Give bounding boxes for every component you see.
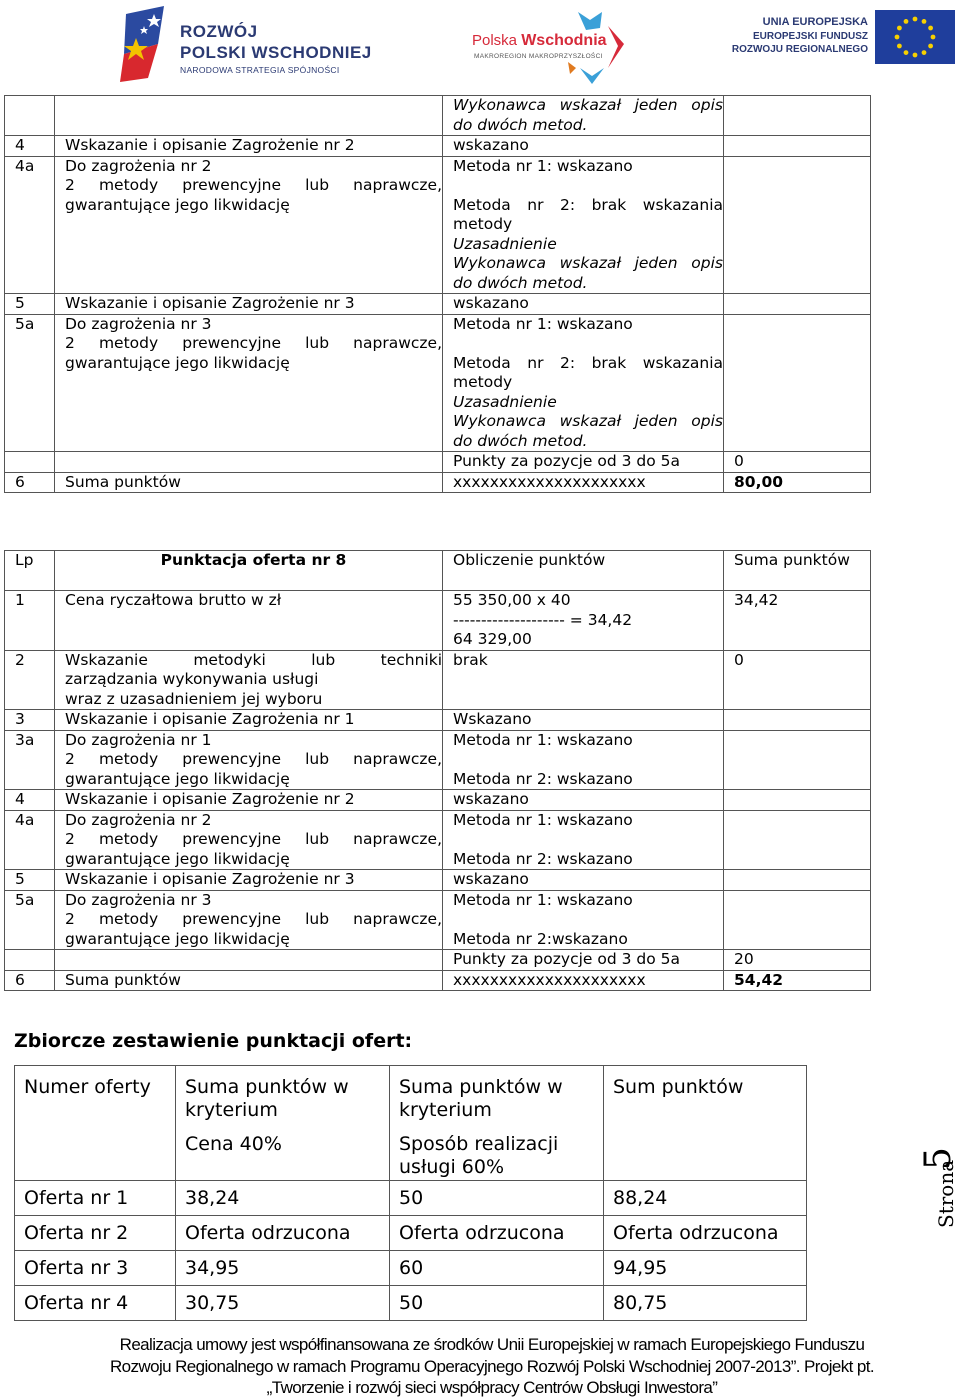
desc-cell: Wskazanie i opisanie Zagrożenie nr 3 xyxy=(55,294,443,315)
calc-cell: xxxxxxxxxxxxxxxxxxxxx xyxy=(443,472,724,493)
col-header-sum: Suma punktów xyxy=(724,551,871,591)
rozwoj-polski-wschodniej-logo xyxy=(118,4,378,82)
table-row xyxy=(5,890,871,950)
col-header-lp: Lp xyxy=(5,551,55,591)
summary-row: Oferta nr 4 30,75 50 80,75 xyxy=(15,1286,807,1321)
summary-header-row xyxy=(15,1066,807,1181)
header-logos xyxy=(0,0,960,92)
desc-cell: Suma punktów xyxy=(55,472,443,493)
calc-cell: Punkty za pozycje od 3 do 5a xyxy=(443,452,724,473)
calc-cell: Metoda nr 1: wskazano Metoda nr 2: wskazano xyxy=(443,810,724,870)
desc-cell: Suma punktów xyxy=(55,970,443,991)
table-row xyxy=(5,314,871,452)
table-row xyxy=(5,730,871,790)
desc-cell: Do zagrożenia nr 2 2 metody prewencyjne lub naprawcze, gwarantujące jego likwidację xyxy=(55,810,443,870)
lp-cell: 5a xyxy=(5,314,55,452)
footer-line3: „Tworzenie i rozwój sieci współpracy Centrów Obsługi Inwestora” xyxy=(266,1378,718,1397)
table-row xyxy=(5,591,871,651)
table-row xyxy=(5,156,871,294)
footer-line1: Realizacja umowy jest współfinansowana ze środków Unii Europejskiej w ramach Europejskiego Funduszu xyxy=(119,1335,865,1354)
col-header-title: Punktacja oferta nr 8 xyxy=(55,551,443,591)
ue-fund-line2: ROZWOJU REGIONALNEGO xyxy=(731,44,868,55)
desc-cell: Wskazanie i opisanie Zagrożenie nr 2 xyxy=(55,136,443,157)
sum-cell: 34,42 xyxy=(724,591,871,651)
unia-europejska-logo xyxy=(730,10,955,70)
table-row xyxy=(5,136,871,157)
table-row xyxy=(5,452,871,473)
summary-row: Oferta nr 2 Oferta odrzucona Oferta odrzucona Oferta odrzucona xyxy=(15,1216,807,1251)
rps-title-line1: ROZWÓJ xyxy=(180,22,258,41)
desc-cell: Wskazanie i opisanie Zagrożenie nr 2 xyxy=(55,790,443,811)
polska-wschodnia-subtitle: MAKROREGION MAKROPRZYSZŁOŚCI xyxy=(474,53,603,60)
lp-cell: 3 xyxy=(5,710,55,731)
ue-fund-line1: EUROPEJSKI FUNDUSZ xyxy=(752,31,868,42)
page-number: 5 xyxy=(918,1147,959,1170)
sum-cell: 80,00 xyxy=(724,472,871,493)
page-label: Strona xyxy=(934,1159,958,1228)
calc-cell: 55 350,00 x 40 -------------------- = 34,42 64 329,00 xyxy=(443,591,724,651)
ue-title: UNIA EUROPEJSKA xyxy=(762,16,868,28)
summary-row: Oferta nr 1 38,24 50 88,24 xyxy=(15,1181,807,1216)
lp-cell: 5a xyxy=(5,890,55,950)
offer-8-scoring-table xyxy=(4,550,871,991)
footer-note xyxy=(0,1334,960,1399)
pw-word-wschodnia: Wschodnia xyxy=(521,32,607,49)
sum-cell: 0 xyxy=(724,650,871,710)
offer-scoring-table-continued xyxy=(4,95,871,493)
summary-col-price: Suma punktów w kryterium Cena 40% xyxy=(176,1066,390,1181)
desc-cell: Do zagrożenia nr 2 2 metody prewencyjne lub naprawcze, gwarantujące jego likwidację xyxy=(55,156,443,294)
table-row xyxy=(5,790,871,811)
table-row xyxy=(5,650,871,710)
page-number-marker xyxy=(918,1130,960,1230)
calc-cell: wskazano xyxy=(443,790,724,811)
desc-cell: Do zagrożenia nr 3 2 metody prewencyjne lub naprawcze, gwarantujące jego likwidację xyxy=(55,890,443,950)
lp-cell: 4 xyxy=(5,790,55,811)
sum-cell: 54,42 xyxy=(724,970,871,991)
calc-cell: wskazano xyxy=(443,294,724,315)
polska-wschodnia-title xyxy=(472,32,607,50)
calc-cell: brak xyxy=(443,650,724,710)
desc-cell: Wskazanie i opisanie Zagrożenia nr 1 xyxy=(55,710,443,731)
summary-col-total: Sum punktów xyxy=(604,1066,807,1181)
lp-cell: 6 xyxy=(5,970,55,991)
summary-table xyxy=(14,1065,807,1321)
summary-col-method: Suma punktów w kryterium Sposób realizacji usługi 60% xyxy=(390,1066,604,1181)
table-row xyxy=(5,472,871,493)
sum-cell: 0 xyxy=(724,452,871,473)
desc-cell: Do zagrożenia nr 3 2 metody prewencyjne lub naprawcze, gwarantujące jego likwidację xyxy=(55,314,443,452)
rps-title-line2: POLSKI WSCHODNIEJ xyxy=(180,43,372,62)
lp-cell: 6 xyxy=(5,472,55,493)
lp-cell: 2 xyxy=(5,650,55,710)
col-header-calc: Obliczenie punktów xyxy=(443,551,724,591)
rps-emblem-icon xyxy=(118,4,178,82)
lp-cell: 4 xyxy=(5,136,55,157)
table-row xyxy=(5,970,871,991)
summary-col-offer: Numer oferty xyxy=(15,1066,176,1181)
summary-row: Oferta nr 3 34,95 60 94,95 xyxy=(15,1251,807,1286)
calc-cell: Punkty za pozycje od 3 do 5a xyxy=(443,950,724,971)
table-header-row xyxy=(5,551,871,591)
calc-cell: xxxxxxxxxxxxxxxxxxxxx xyxy=(443,970,724,991)
pw-word-polska: Polska xyxy=(472,32,518,49)
sum-cell: 20 xyxy=(724,950,871,971)
calc-cell: Metoda nr 1: wskazano Metoda nr 2:wskazano xyxy=(443,890,724,950)
table-row xyxy=(5,950,871,971)
footer-line2: Rozwoju Regionalnego w ramach Programu Operacyjnego Rozwój Polski Wschodniej 2007-2013”. Projekt pt. xyxy=(110,1356,874,1376)
desc-cell: Cena ryczałtowa brutto w zł xyxy=(55,591,443,651)
table-row xyxy=(5,870,871,891)
desc-cell: Wskazanie metodyki lub techniki zarządzania wykonywania usługi wraz z uzasadnieniem jej wyboru xyxy=(55,650,443,710)
lp-cell: 4a xyxy=(5,156,55,294)
desc-cell: Do zagrożenia nr 1 2 metody prewencyjne lub naprawcze, gwarantujące jego likwidację xyxy=(55,730,443,790)
eu-flag-icon xyxy=(875,10,955,64)
lp-cell: 1 xyxy=(5,591,55,651)
summary-heading: Zbiorcze zestawienie punktacji ofert: xyxy=(14,1030,413,1052)
rps-subtitle: NARODOWA STRATEGIA SPÓJNOŚCI xyxy=(180,65,340,75)
calc-cell: wskazano xyxy=(443,136,724,157)
table-row xyxy=(5,710,871,731)
calc-cell: Metoda nr 1: wskazano Metoda nr 2: brak wskazania metody Uzasadnienie Wykonawca wskazał jeden opis do dwóch metod. xyxy=(443,156,724,294)
table-row xyxy=(5,294,871,315)
polska-wschodnia-logo xyxy=(468,6,638,86)
lp-cell: 5 xyxy=(5,294,55,315)
lp-cell: 3a xyxy=(5,730,55,790)
lp-cell: 5 xyxy=(5,870,55,891)
lp-cell: 4a xyxy=(5,810,55,870)
calc-cell: Metoda nr 1: wskazano Metoda nr 2: brak wskazania metody Uzasadnienie Wykonawca wskazał jeden opis do dwóch metod. xyxy=(443,314,724,452)
table-row xyxy=(5,810,871,870)
calc-cell: Wykonawca wskazał jeden opis do dwóch metod. xyxy=(443,96,724,136)
calc-cell: Wskazano xyxy=(443,710,724,731)
desc-cell: Wskazanie i opisanie Zagrożenie nr 3 xyxy=(55,870,443,891)
table-row xyxy=(5,96,871,136)
calc-cell: wskazano xyxy=(443,870,724,891)
calc-cell: Metoda nr 1: wskazano Metoda nr 2: wskazano xyxy=(443,730,724,790)
